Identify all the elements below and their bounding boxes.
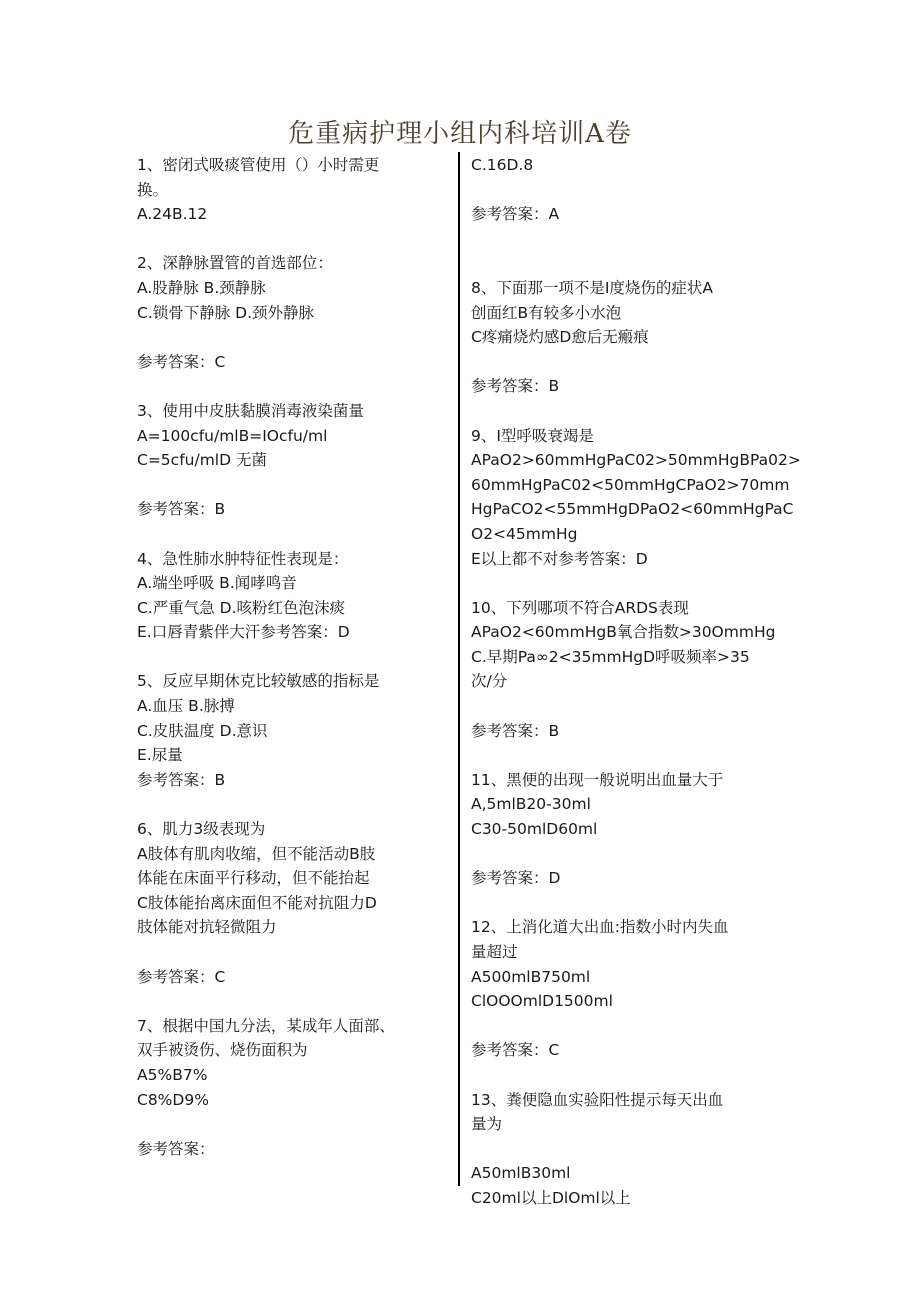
text-line: 参考答案： xyxy=(137,1139,215,1158)
blank-line xyxy=(137,940,442,965)
blank-line xyxy=(471,571,786,596)
text-line: C8%D9% xyxy=(137,1090,209,1109)
text-line: 6、肌力3级表现为 xyxy=(137,820,266,839)
blank-line xyxy=(471,251,786,276)
text-line: APaO2<60mmHgB氧合指数>30OmmHg xyxy=(471,623,776,642)
text-line: C.皮肤温度 D.意识 xyxy=(137,721,268,740)
text-line: 8、下面那一项不是I度烧伤的症状A xyxy=(471,278,714,297)
text-line: 参考答案：B xyxy=(137,770,226,789)
text-line: A.24B.12 xyxy=(137,205,208,224)
blank-line xyxy=(137,374,442,399)
text-line: 9、I型呼吸衰竭是 xyxy=(471,426,594,445)
text-line: 7、根据中国九分法，某成年人面部、 xyxy=(137,1016,395,1035)
text-line: 参考答案：D xyxy=(471,869,561,888)
blank-line xyxy=(471,1014,786,1039)
text-line: E.口唇青紫伴大汗参考答案：D xyxy=(137,623,350,642)
text-line: 参考答案：C xyxy=(137,967,226,986)
text-line: 3、使用中皮肤黏膜消毒液染菌量 xyxy=(137,401,364,420)
text-line: 量为 xyxy=(471,1115,503,1134)
text-line: 5、反应早期休克比较敏感的指标是 xyxy=(137,672,380,691)
text-line: 参考答案：B xyxy=(137,500,226,519)
text-line: C.早期Pa∞2<35mmHgD呼吸频率>35 xyxy=(471,647,750,666)
text-line: A50mlB30ml xyxy=(471,1164,571,1183)
text-line: 4、急性肺水肿特征性表现是： xyxy=(137,549,349,568)
text-line: 创面红B有较多小水泡 xyxy=(471,303,622,322)
text-line: 次/分 xyxy=(471,672,508,691)
text-line: C.锁骨下静脉 D.颈外静脉 xyxy=(137,303,315,322)
text-line: HgPaCO2<55mmHgDPaO2<60mmHgPaC xyxy=(471,500,794,519)
text-line: APaO2>60mmHgPaC02>50mmHgBPa02> xyxy=(471,451,801,470)
blank-line xyxy=(471,694,786,719)
text-line: C肢体能抬离床面但不能对抗阻力D xyxy=(137,893,377,912)
blank-line xyxy=(471,1137,786,1162)
text-line: 参考答案：C xyxy=(137,352,226,371)
text-line: C=5cfu∕mlD 无菌 xyxy=(137,451,267,470)
blank-line xyxy=(471,1063,786,1088)
text-line: 参考答案：B xyxy=(471,377,560,396)
column-divider xyxy=(458,152,460,1186)
text-line: A.股静脉 B.颈静脉 xyxy=(137,278,266,297)
text-line: C30-50mlD60ml xyxy=(471,820,598,839)
blank-line xyxy=(137,325,442,350)
text-line: 量超过 xyxy=(471,943,518,961)
text-line: E.尿量 xyxy=(137,746,183,765)
text-line: E以上都不对参考答案：D xyxy=(471,549,648,568)
text-line: A.端坐呼吸 B.闻哮鸣音 xyxy=(137,574,297,593)
text-line: 11、黑便的出现一般说明出血量大于 xyxy=(471,770,724,789)
text-line: 2、深静脉置管的首选部位： xyxy=(137,254,333,273)
text-line: 体能在床面平行移动，但不能抬起 xyxy=(137,869,370,888)
text-line: A,5mlB20-30ml xyxy=(471,795,591,814)
text-line: 13、粪便隐血实验阳性提示每天出血 xyxy=(471,1090,724,1109)
blank-line xyxy=(137,989,442,1014)
blank-line xyxy=(471,350,786,375)
text-line: C疼痛烧灼感D愈后无瘢痕 xyxy=(471,328,649,347)
page-title: 危重病护理小组内科培训A卷 xyxy=(288,119,632,149)
text-line: 换。 xyxy=(137,180,169,199)
text-line: 1、密闭式吸痰管使用（）小时需更 xyxy=(137,156,380,174)
text-line: C.16D.8 xyxy=(471,156,534,174)
text-line: A5%B7% xyxy=(137,1065,208,1084)
blank-line xyxy=(471,227,786,252)
left-column xyxy=(137,153,442,1161)
blank-line xyxy=(137,1112,442,1137)
blank-line xyxy=(471,178,786,203)
text-line: A.血压 B.脉搏 xyxy=(137,697,235,716)
text-line: 60mmHgPaC02<50mmHgCPaO2>70mm xyxy=(471,475,790,494)
blank-line xyxy=(471,842,786,867)
blank-line xyxy=(471,891,786,916)
text-line: C.严重气急 D.咳粉红色泡沫痰 xyxy=(137,598,346,617)
text-line: 参考答案：A xyxy=(471,205,560,224)
text-line: 10、下列哪项不符合ARDS表现 xyxy=(471,598,689,617)
text-line: 双手被烫伤、烧伤面积为 xyxy=(137,1041,308,1060)
text-line: ClOOOmlD1500ml xyxy=(471,992,613,1011)
blank-line xyxy=(137,227,442,252)
text-line: A肢体有肌肉收缩，但不能活动B肢 xyxy=(137,844,376,863)
text-line: A=100cfu/mlB=IOcfu/ml xyxy=(137,426,328,445)
blank-line xyxy=(137,522,442,547)
blank-line xyxy=(471,743,786,768)
text-line: 参考答案：B xyxy=(471,721,560,740)
text-line: C20ml以上DlOml以上 xyxy=(471,1188,631,1207)
right-column xyxy=(471,153,801,1211)
blank-line xyxy=(471,399,786,424)
blank-line xyxy=(137,645,442,670)
blank-line xyxy=(137,473,442,498)
text-line: 肢体能对抗轻微阻力 xyxy=(137,918,277,937)
blank-line xyxy=(137,792,442,817)
text-line: O2<45mmHg xyxy=(471,524,578,543)
text-line: 12、上消化道大出血:指数小时内失血 xyxy=(471,918,729,937)
text-line: 参考答案：C xyxy=(471,1041,560,1060)
text-line: A500mlB750ml xyxy=(471,967,591,986)
